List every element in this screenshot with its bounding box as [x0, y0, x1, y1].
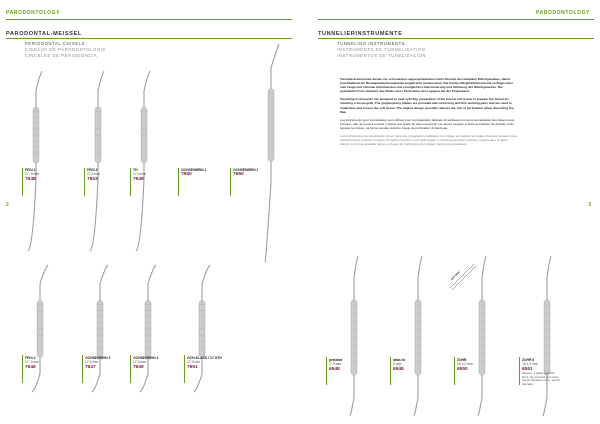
subtitle-en: PERIODONTAL CHISELS: [25, 41, 86, 46]
paragraph-en: Tunneling instruments are designed to treat split flap preparation of the buccal soft tissue to prepare the tunnel for inserting a tissue graft. The gingivoplasty blades are provided with extra long and thin working parts and are used to undermine and loosen the soft tissue. The angled design specially reduces the risk of perforation when dissecting the flap.: [340, 97, 514, 114]
instrument: [20, 268, 60, 390]
article-code: 7649: [133, 176, 144, 182]
instrument-size: 2 mm: [393, 362, 402, 367]
instrument-size: 17,0 mm: [85, 360, 99, 365]
instrument: [80, 268, 120, 390]
instrument-shaft-top: [202, 265, 210, 300]
instrument-size: 19 x 2 mm: [457, 362, 473, 367]
instrument-label: [25, 168, 39, 182]
instrument-shaft-top: [418, 256, 422, 300]
subtitle-en: TUNNELING INSTRUMENTS: [337, 41, 406, 46]
instrument-label: [522, 358, 560, 387]
instrument-note: doppelt, 2 glatte gezahnt blunt, tip serrated émoussé, pointe dentelée romo, punta dentada: [522, 370, 560, 387]
column-divider: [22, 355, 23, 383]
instrument-label: [133, 356, 158, 370]
article-code: 6548: [329, 366, 340, 372]
instrument-shaft-bottom: [478, 375, 482, 416]
instrument-label: [87, 168, 100, 182]
left-page-number: 2: [6, 202, 9, 208]
column-divider: [390, 357, 391, 385]
left-section-title: PARODONTAL-MEISSEL: [6, 31, 82, 37]
left-title-rule: [6, 38, 292, 39]
instrument-size: 17, 9 mm: [25, 172, 40, 177]
instrument-label: [25, 356, 39, 370]
subtitle-fr: CISEAUX DE PARODONTOLOGIE: [25, 47, 106, 52]
paragraph-es: Los instrumentos de tunelización sirven para una preparación cuidadosa del colgajo al tunelizar los tejidos blandos bucales, para posteriormente colocar un injerto de tejido conectivo. Las hojas largas y estrechas permiten socavar y desprender el tejido blando. La forma acodada reduce el riesgo de perforación del colgajo durante la preparación.: [340, 134, 517, 147]
article-code: 7650: [233, 172, 244, 178]
right-page-number: 3: [588, 202, 591, 208]
right-subtitles: [337, 41, 426, 59]
column-divider: [454, 357, 455, 385]
article-code: 7651: [187, 364, 198, 370]
left-page-header: PARODONTOLOGY: [6, 10, 61, 16]
subtitle-fr: INSTRUMENTS DE TUNNELISATION: [337, 47, 426, 52]
column-divider: [84, 168, 85, 196]
column-divider: [82, 355, 83, 383]
instrument-shaft-top: [354, 256, 358, 300]
description-block: [340, 77, 518, 146]
instrument-size: 2, 9 mm: [329, 362, 342, 367]
right-page-header: PARODONTOLOGY: [535, 10, 590, 16]
right-section-title: TUNNELIERINSTRUMENTE: [318, 31, 403, 37]
article-code: 7650: [181, 172, 192, 178]
column-divider: [130, 355, 131, 383]
instrument-name: ZUHR: [457, 358, 467, 362]
article-code: 7646: [25, 364, 36, 370]
column-divider: [184, 355, 185, 383]
instrument-shaft-bottom: [414, 375, 418, 416]
instrument-label: [133, 168, 146, 182]
subtitle-es: CINCELES DE PERIODONCIA: [25, 53, 98, 58]
left-header-rule: [6, 19, 292, 20]
right-title-rule: [318, 38, 594, 39]
instrument-label: [181, 168, 206, 178]
paragraph-de: Tunnelierinstrumente dienen zur schonenden Lappenpräparation beim Tunneln des bukkalen Weichgewebes, damit anschließend ein Bindegewebetransplantat eingebracht werden kann. Die breiten Ringblattinstrumente verfügen über sehr lange und schmale Arbeitsenden und ermöglichen Unterminierung und Ablösung des Weichgewebes. Die gewinkelte Form reduziert das Risiko einer Perforation des Lappens bei der Präparation.: [340, 77, 513, 94]
column-divider: [326, 357, 327, 385]
instrument-name: OCHSENBEIN 4: [133, 356, 159, 360]
instrument-size: 17, 9 mm: [25, 360, 40, 365]
article-code: 7648: [25, 176, 36, 182]
instrument-size: 17,0 mm: [187, 360, 201, 365]
right-header-rule: [318, 19, 594, 20]
instrument-size: 17,0 mm: [133, 360, 147, 365]
article-code: 7653: [87, 176, 98, 182]
article-code: 6550: [457, 366, 468, 372]
instrument-shaft-bottom: [265, 161, 271, 262]
paragraph-fr: Les instruments pour tunnelisation sont utilisés pour la préparation délicate du lambeau lors de la tunnelisation des tissus mous buccaux, afin de pouvoir ensuite y placer une greffe de tissu conjonctif. Les lames longues et fines permettent de décoller et de séparer les tissus. La forme coudée réduit le risque de perforation du lambeau.: [340, 117, 515, 130]
instrument-shaft-top: [36, 71, 42, 107]
instrument-shaft-top: [40, 265, 48, 300]
instrument-shaft-top: [148, 265, 156, 300]
instrument-name: ZUHR II: [522, 358, 535, 362]
instrument-name: FEDI 3: [25, 356, 36, 360]
instrument-label: [85, 356, 110, 370]
instrument: [527, 260, 567, 415]
instrument-shaft-top: [271, 44, 279, 89]
instrument-shaft-top: [547, 256, 551, 300]
instrument-shaft-top: [482, 256, 486, 300]
instrument-shaft-top: [100, 265, 108, 300]
instrument-name: OCHSENBEIN 2: [233, 168, 259, 172]
left-subtitles: [25, 41, 106, 59]
instrument-name: OCHSENBEIN 3: [85, 356, 111, 360]
subtitle-es: INSTRUMENTOS DE TUNELIZACIÓN: [337, 53, 427, 58]
instrument-shaft-top: [98, 71, 104, 107]
column-divider: [230, 168, 231, 196]
instrument-name: FEDI 2: [87, 168, 98, 172]
instrument-size: 17,0 mm: [87, 172, 101, 177]
instrument: [462, 260, 502, 415]
instrument-label: [457, 358, 473, 372]
instrument-name: atlas lic: [393, 358, 406, 362]
instrument: [128, 268, 168, 390]
instrument: [398, 260, 438, 415]
instrument-shaft-bottom: [350, 375, 354, 416]
instrument-label: [329, 358, 343, 372]
instrument-label: [393, 358, 405, 372]
column-divider: [178, 168, 179, 196]
instrument-name: FEDI 1: [25, 168, 36, 172]
instrument-size: 17,0 mm: [133, 172, 147, 177]
instrument-label: [187, 356, 222, 370]
instrument-name: periotlar: [329, 358, 343, 362]
column-divider: [22, 168, 23, 196]
instrument: [251, 50, 291, 200]
article-code: 7649: [133, 364, 144, 370]
article-code: 7647: [85, 364, 96, 370]
dimension-label: 0,6 mm: [450, 270, 461, 281]
instrument-name: OCHSENBEIN 1: [181, 168, 207, 172]
column-divider: [519, 357, 520, 385]
instrument: [182, 268, 222, 390]
instrument-size: 19 x 2 mm: [522, 362, 538, 367]
instrument-name: TH: [133, 168, 138, 172]
article-code: 6551: [522, 366, 533, 372]
article-code: 6549: [393, 366, 404, 372]
instrument-name: OCH-KLASS / 17 GTH: [187, 356, 222, 360]
instrument-shaft-top: [144, 71, 150, 107]
instrument: [334, 260, 374, 415]
column-divider: [130, 168, 131, 196]
